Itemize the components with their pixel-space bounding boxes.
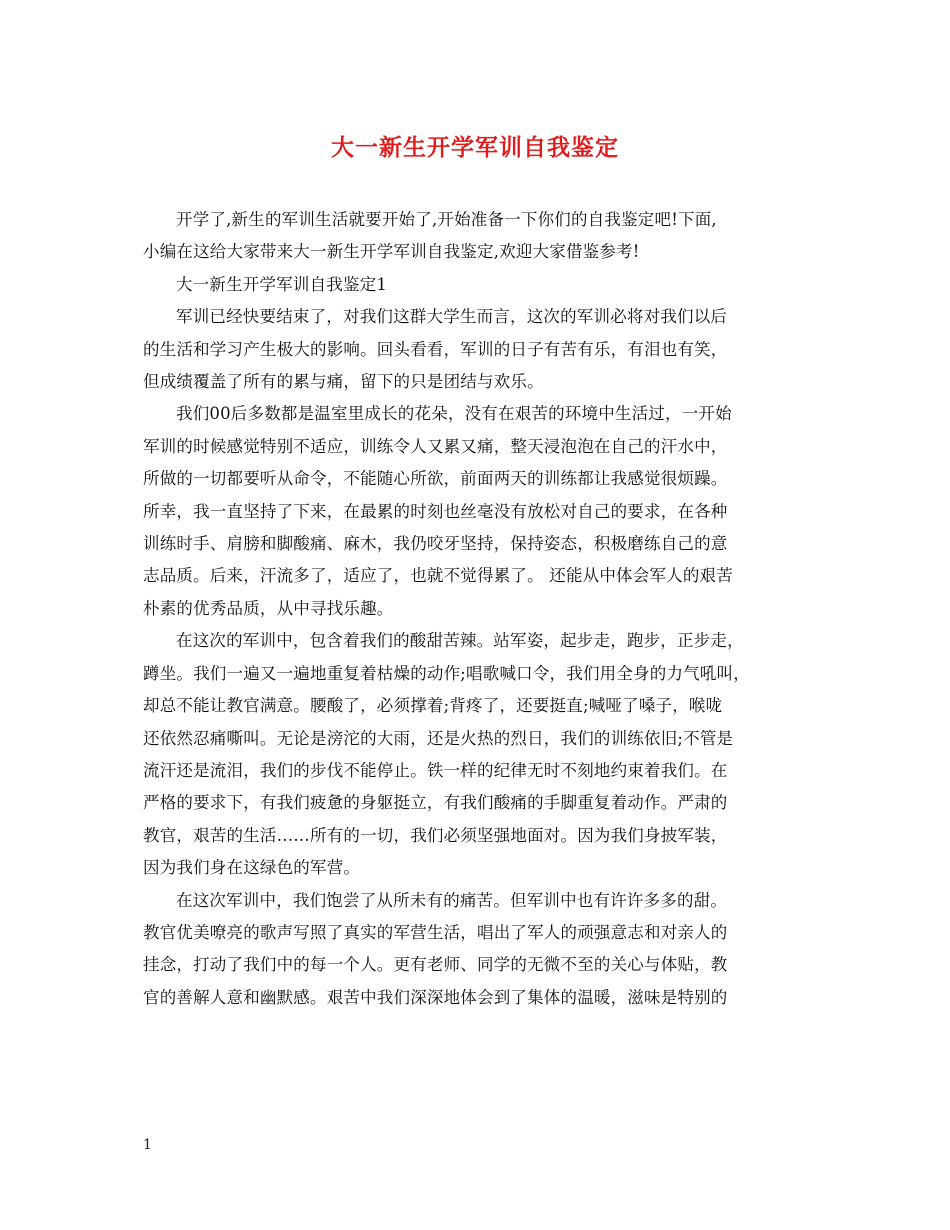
- text-line: 在这次的军训中，包含着我们的酸甜苦辣。站军姿，起步走，跑步，正步走，: [176, 631, 744, 651]
- text-line: 志品质。后来，汗流多了，适应了，也就不觉得累了。 还能从中体会军人的艰苦: [143, 566, 733, 586]
- text-line: 但成绩覆盖了所有的累与痛，留下的只是团结与欢乐。: [143, 372, 544, 392]
- text-line: 我们00后多数都是温室里成长的花朵，没有在艰苦的环境中生活过，一开始: [176, 404, 732, 424]
- page-number: 1: [143, 1137, 152, 1153]
- paragraph: [143, 885, 815, 1015]
- text-line: 教官，艰苦的生活……所有的一切，我们必须坚强地面对。因为我们身披军装，: [143, 825, 728, 845]
- text-line: 蹲坐。我们一遍又一遍地重复着枯燥的动作;唱歌喊口令，我们用全身的力气吼叫，: [143, 663, 750, 683]
- text-line: 教官优美嘹亮的歌声写照了真实的军营生活，唱出了军人的顽强意志和对亲人的: [143, 922, 728, 942]
- text-line: 军训的时候感觉特别不适应，训练令人又累又痛，整天浸泡泡在自己的汗水中，: [143, 436, 728, 456]
- text-line: 的生活和学习产生极大的影响。回头看看，军训的日子有苦有乐，有泪也有笑，: [143, 339, 728, 359]
- text-line: 所做的一切都要听从命令，不能随心所欲，前面两天的训练都让我感觉很烦躁。: [143, 469, 728, 489]
- text-line: 开学了,新生的军训生活就要开始了,开始准备一下你们的自我鉴定吧!下面,: [176, 210, 717, 229]
- text-line: 严格的要求下，有我们疲惫的身躯挺立，有我们酸痛的手脚重复着动作。严肃的: [143, 793, 728, 813]
- text-line: 训练时手、肩膀和脚酸痛、麻木，我仍咬牙坚持，保持姿态，积极磨练自己的意: [143, 534, 728, 554]
- text-line: 却总不能让教官满意。腰酸了，必须撑着;背疼了，还要挺直;喊哑了嗓子，喉咙: [143, 696, 723, 716]
- text-line: 大一新生开学军训自我鉴定1: [176, 274, 388, 294]
- text-line: 所幸，我一直坚持了下来，在最累的时刻也丝毫没有放松对自己的要求，在各种: [143, 501, 728, 521]
- paragraph: [143, 625, 815, 884]
- text-line: 还依然忍痛嘶叫。无论是滂沱的大雨，还是火热的烈日，我们的训练依旧;不管是: [143, 728, 734, 748]
- text-line: 因为我们身在这绿色的军营。: [143, 858, 361, 878]
- text-line: 在这次军训中，我们饱尝了从所未有的痛苦。但军训中也有许许多多的甜。: [176, 890, 728, 910]
- paragraph-intro: [143, 204, 815, 269]
- text-line: 官的善解人意和幽默感。艰苦中我们深深地体会到了集体的温暖，滋味是特别的: [143, 987, 728, 1007]
- paragraph: [143, 301, 815, 398]
- text-line: 军训已经快要结束了，对我们这群大学生而言，这次的军训必将对我们以后: [176, 307, 728, 327]
- document-body: [143, 204, 815, 1014]
- document-title: 大一新生开学军训自我鉴定: [331, 134, 619, 161]
- text-line: 流汗还是流泪，我们的步伐不能停止。铁一样的纪律无时不刻地约束着我们。在: [143, 760, 728, 780]
- text-line: 挂念，打动了我们中的每一个人。更有老师、同学的无微不至的关心与体贴，教: [143, 955, 728, 975]
- text-line: 小编在这给大家带来大一新生开学军训自我鉴定,欢迎大家借鉴参考!: [143, 242, 640, 262]
- text-line: 朴素的优秀品质，从中寻找乐趣。: [143, 598, 394, 618]
- section-heading: [143, 269, 815, 301]
- paragraph: [143, 398, 815, 625]
